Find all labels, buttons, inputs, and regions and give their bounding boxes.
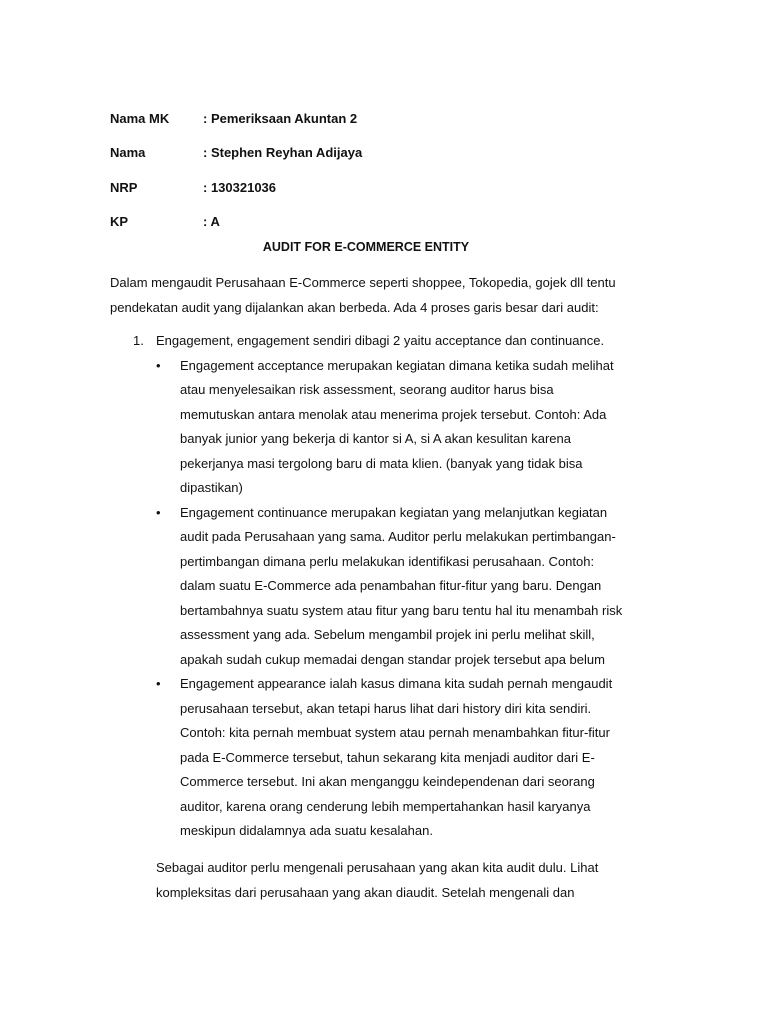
bullet-icon: • xyxy=(156,504,161,520)
bullet-item-appearance xyxy=(110,672,630,844)
header-label: Nama MK xyxy=(110,110,170,126)
document-title: AUDIT FOR E-COMMERCE ENTITY xyxy=(262,240,470,254)
numbered-list xyxy=(110,329,630,844)
header-row-course xyxy=(110,101,670,136)
header-value: : Stephen Reyhan Adijaya xyxy=(203,145,363,161)
header-label: NRP xyxy=(110,179,138,195)
closing-paragraph: Sebagai auditor perlu mengenali perusahaan yang akan kita audit dulu. Lihat kompleksitas dari perusahaan yang akan diaudit. Setelah mengenali dan xyxy=(156,860,599,900)
header-row-kp xyxy=(110,205,670,240)
bullet-item-continuance xyxy=(110,501,630,673)
bullet-text: Engagement appearance ialah kasus dimana kita sudah pernah mengaudit perusahaan tersebut, akan tetapi harus lihat dari history diri kita sendiri. Contoh: kita pernah membuat system atau pernah menambahkan fitur-fitur pada E-Commerce tersebut, tahun sekarang kita menjadi auditor dari E-Commerce tersebut. Ini akan menganggu keindependenan dari seorang auditor, karena orang cenderung lebih mempertahankan hasil karyanya meskipun didalamnya ada suatu kesalahan. xyxy=(180,676,613,838)
list-item-text: Engagement, engagement sendiri dibagi 2 yaitu acceptance dan continuance. xyxy=(156,333,605,348)
header-value: : A xyxy=(203,214,220,230)
header-label: KP xyxy=(110,214,129,230)
header-value: : Pemeriksaan Akuntan 2 xyxy=(203,110,358,126)
header-row-name xyxy=(110,136,670,171)
bullet-list xyxy=(156,354,630,844)
header-row-nrp xyxy=(110,170,670,205)
bullet-item-acceptance xyxy=(110,354,630,501)
header-value: : 130321036 xyxy=(203,179,277,195)
document-header xyxy=(110,101,670,239)
bullet-icon: • xyxy=(156,676,161,691)
bullet-icon: • xyxy=(156,357,161,373)
bullet-text: Engagement acceptance merupakan kegiatan dimana ketika sudah melihat atau menyelesaikan risk assessment, seorang auditor harus bisa memutuskan antara menolak atau menerima projek tersebut. Contoh: Ada banyak junior yang bekerja di kantor si A, si A akan kesulitan karena pekerjanya masi tergolong baru di mata klien. (banyak yang tidak bisa dipastikan) xyxy=(180,357,614,495)
list-number: 1. xyxy=(133,333,144,348)
bullet-text: Engagement continuance merupakan kegiatan yang melanjutkan kegiatan audit pada Perusahaan yang sama. Auditor perlu melakukan pertimbangan-pertimbangan dimana perlu melakukan identifikasi perusahaan. Contoh: dalam suatu E-Commerce ada penambahan fitur-fitur yang baru. Dengan bertambahnya suatu system atau fitur yang baru tentu hal itu menambah risk assessment yang ada. Sebelum mengambil projek ini perlu melihat skill, apakah sudah cukup memadai dengan standar projek tersebut apa belum xyxy=(180,504,623,667)
intro-paragraph: Dalam mengaudit Perusahaan E-Commerce seperti shoppee, Tokopedia, gojek dll tentu pendekatan audit yang dijalankan akan berbeda. Ada 4 proses garis besar dari audit: xyxy=(110,275,616,315)
list-item xyxy=(110,329,630,844)
header-label: Nama xyxy=(110,145,146,161)
